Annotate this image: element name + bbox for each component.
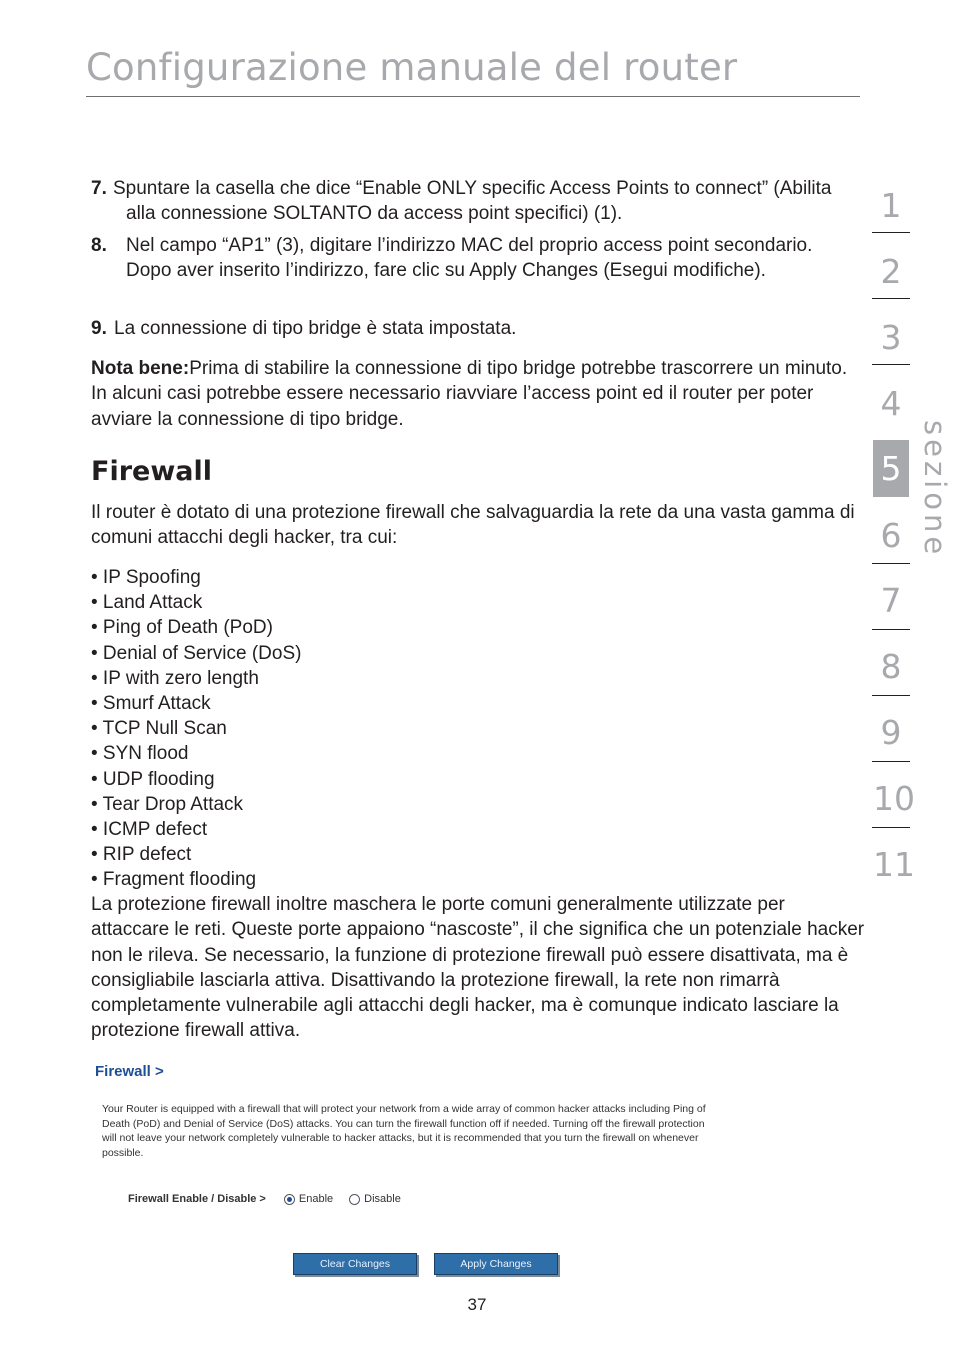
list-item: • TCP Null Scan xyxy=(91,718,227,740)
list-item: • RIP defect xyxy=(91,844,192,866)
sidebar-divider xyxy=(872,629,910,630)
sidebar-item-7[interactable]: 7 xyxy=(880,581,902,620)
section-heading: Firewall xyxy=(91,456,212,487)
intro-paragraph: Il router è dotato di una protezione firewall che salvaguardia la rete da una vasta gamma di comuni attacchi degli hacker, tra cui: xyxy=(91,502,855,549)
sidebar-item-2[interactable]: 2 xyxy=(880,252,902,291)
clear-changes-button[interactable]: Clear Changes xyxy=(293,1253,417,1275)
sidebar-label: sezione xyxy=(918,420,952,559)
firewall-toggle-label: Firewall Enable / Disable > xyxy=(128,1193,266,1205)
list-item: • Smurf Attack xyxy=(91,692,211,714)
sidebar-item-3[interactable]: 3 xyxy=(880,318,902,357)
disable-label: Disable xyxy=(364,1193,401,1205)
sidebar-item-1[interactable]: 1 xyxy=(880,186,902,225)
step-text: Nel campo “AP1” (3), digitare l’indirizzo MAC del proprio access point secondario. Dopo aver inserito l’indirizzo, fare clic su Apply Changes (Esegui modifiche). xyxy=(126,235,813,282)
sidebar-divider xyxy=(872,232,910,233)
page-title: Configurazione manuale del router xyxy=(86,46,738,89)
sidebar-divider xyxy=(872,563,910,564)
note-paragraph xyxy=(91,356,861,432)
list-item: • ICMP defect xyxy=(91,818,208,840)
step-9 xyxy=(91,316,861,341)
list-item: • Land Attack xyxy=(91,592,203,614)
list-item: • Fragment flooding xyxy=(91,869,257,891)
title-divider xyxy=(86,96,860,97)
sidebar-item-9[interactable]: 9 xyxy=(880,713,902,752)
list-item: • SYN flood xyxy=(91,743,189,765)
sidebar-item-6[interactable]: 6 xyxy=(880,516,902,555)
router-ui-title[interactable]: Firewall > xyxy=(95,1063,164,1080)
page-number: 37 xyxy=(467,1295,487,1314)
sidebar-item-11[interactable]: 11 xyxy=(873,845,915,884)
step-text: Spuntare la casella che dice “Enable ONLY specific Access Points to connect” (Abilita alla connessione SOLTANTO da access point specifici) (1). xyxy=(113,178,832,225)
list-item: • IP with zero length xyxy=(91,667,259,689)
disable-radio[interactable] xyxy=(349,1194,360,1205)
closing-paragraph: La protezione firewall inoltre maschera le porte comuni generalmente utilizzate per attaccare le reti. Queste porte appaiono “nascoste”, il che significa che un potenziale hacker non le rileva. Se necessario, la funzione di protezione firewall può essere disattivata, ma è consigliabile lasciarla attiva. Disattivando la protezione firewall, la rete non rimarrà completamente vulnerabile agli attacchi degli hacker, ma è comunque indicato lasciare la protezione firewall attiva. xyxy=(91,894,865,1042)
enable-option[interactable] xyxy=(284,1193,333,1205)
attack-list xyxy=(91,565,301,892)
sidebar-divider xyxy=(872,298,910,299)
sidebar-item-5[interactable]: 5 xyxy=(880,449,902,488)
step-8 xyxy=(91,233,861,284)
note-text: Prima di stabilire la connessione di tipo bridge potrebbe trascorrere un minuto. In alcuni casi potrebbe essere necessario riavviare l’access point ed il router per poter avviare la connessione di tipo bridge. xyxy=(91,358,848,430)
step-number: 9. xyxy=(91,318,107,339)
sidebar-item-8[interactable]: 8 xyxy=(880,647,902,686)
apply-changes-button[interactable]: Apply Changes xyxy=(434,1253,558,1275)
list-item: • Denial of Service (DoS) xyxy=(91,642,302,664)
sidebar-item-4[interactable]: 4 xyxy=(880,384,902,423)
sidebar-divider xyxy=(872,761,910,762)
sidebar-divider xyxy=(872,695,910,696)
list-item: • Tear Drop Attack xyxy=(91,793,244,815)
sidebar-item-10[interactable]: 10 xyxy=(873,779,915,818)
enable-radio[interactable] xyxy=(284,1194,295,1205)
step-7 xyxy=(91,176,861,227)
sidebar-divider xyxy=(872,364,910,365)
list-item: • UDP flooding xyxy=(91,768,215,790)
list-item: • IP Spoofing xyxy=(91,567,201,588)
firewall-toggle-row xyxy=(128,1193,417,1205)
step-text: La connessione di tipo bridge è stata impostata. xyxy=(114,318,517,339)
disable-option[interactable] xyxy=(349,1193,401,1205)
router-ui-description: Your Router is equipped with a firewall that will protect your network from a wide array of common hacker attacks including Ping of Death (PoD) and Denial of Service (DoS) attacks. You can turn the firewall function off if needed. Turning off the firewall protection will not leave your network completely vulnerable to hacker attacks, but it is recommended that you turn the firewall on whenever possible. xyxy=(102,1103,706,1160)
enable-label: Enable xyxy=(298,1193,334,1205)
step-number: 8. xyxy=(91,235,107,256)
list-item: • Ping of Death (PoD) xyxy=(91,617,273,639)
sidebar-divider xyxy=(872,827,910,828)
step-number: 7. xyxy=(91,178,107,199)
note-label: Nota bene: xyxy=(91,358,190,379)
